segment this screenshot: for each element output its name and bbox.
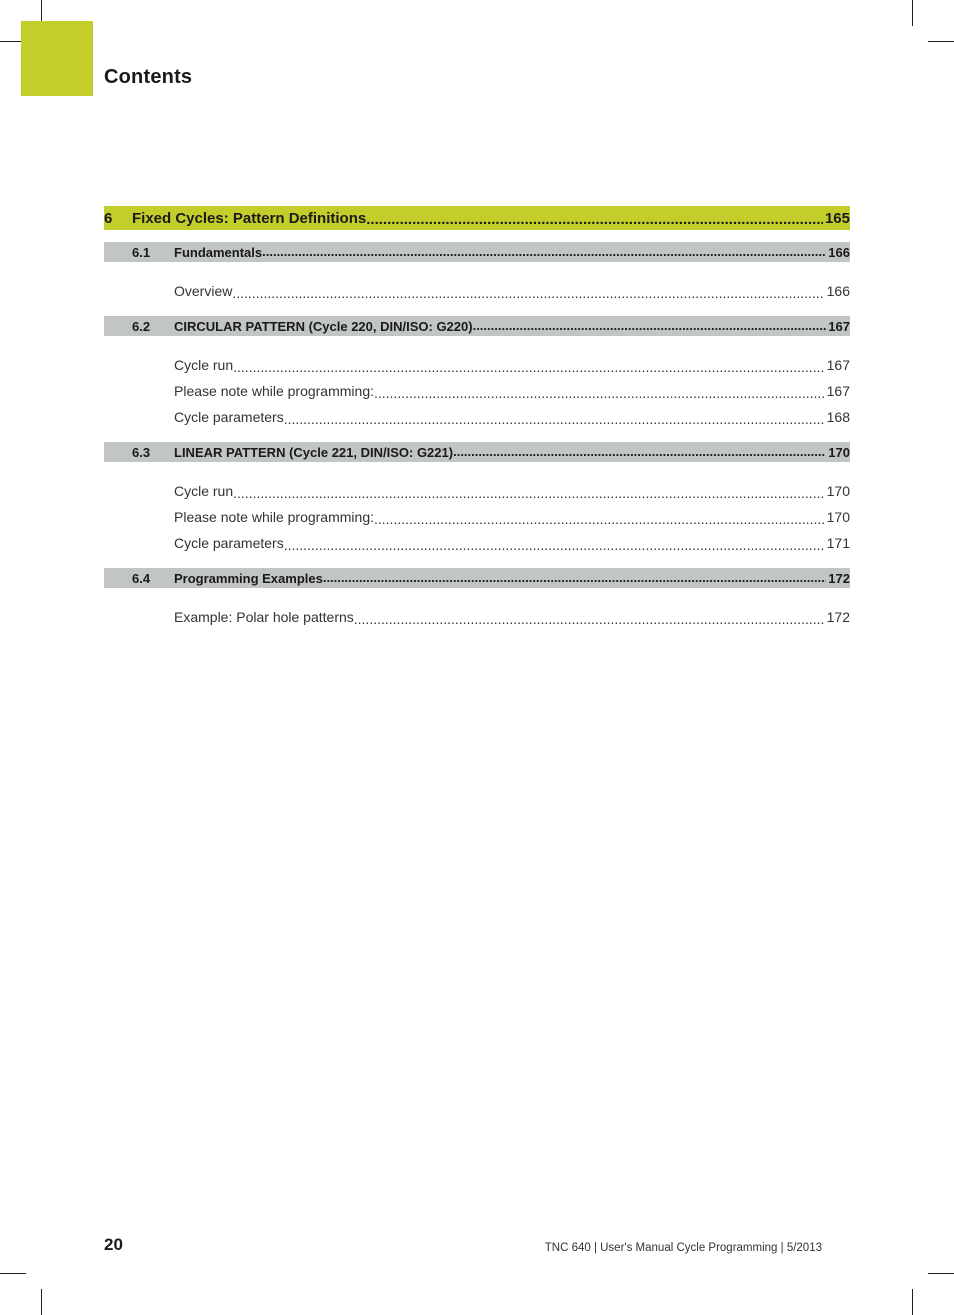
section-number: 6.4	[132, 570, 151, 586]
dot-leader	[366, 215, 823, 230]
toc-entry-row[interactable]	[104, 352, 850, 378]
entry-page: 172	[826, 609, 850, 625]
entry-page: 171	[826, 535, 850, 551]
entry-title: Please note while programming:	[174, 509, 374, 525]
dot-leader	[323, 573, 826, 588]
section-title: LINEAR PATTERN (Cycle 221, DIN/ISO: G221)	[174, 444, 454, 460]
chapter-page: 165	[824, 209, 850, 227]
section-title: CIRCULAR PATTERN (Cycle 220, DIN/ISO: G220)	[174, 318, 473, 334]
footer-text: TNC 640 | User's Manual Cycle Programming | 5/2013	[544, 1242, 822, 1254]
toc-entry-row[interactable]	[104, 478, 850, 504]
dot-leader	[232, 288, 824, 304]
section-number: 6.2	[132, 318, 151, 334]
toc-entry-row[interactable]	[104, 604, 850, 630]
toc-section-row[interactable]	[104, 242, 850, 262]
entry-title: Overview	[174, 283, 233, 299]
entry-title: Cycle parameters	[174, 409, 284, 425]
crop-mark	[41, 1289, 42, 1315]
section-number: 6.3	[132, 444, 151, 460]
dot-leader	[233, 362, 825, 378]
table-of-contents	[104, 206, 850, 630]
dot-leader	[374, 388, 825, 404]
dot-leader	[233, 488, 825, 504]
section-title: Fundamentals	[174, 244, 263, 260]
section-page: 166	[828, 244, 850, 260]
entry-page: 168	[826, 409, 850, 425]
section-title: Programming Examples	[174, 570, 323, 586]
chapter-title: Fixed Cycles: Pattern Definitions	[132, 209, 367, 227]
entry-title: Cycle parameters	[174, 535, 284, 551]
footer-page-number: 20	[104, 1235, 123, 1254]
dot-leader	[473, 321, 827, 336]
entry-page: 166	[826, 283, 850, 299]
entry-page: 167	[826, 383, 850, 399]
crop-mark	[912, 0, 913, 26]
toc-entry-row[interactable]	[104, 504, 850, 530]
entry-page: 170	[826, 483, 850, 499]
dot-leader	[262, 247, 826, 262]
entry-title: Cycle run	[174, 357, 234, 373]
toc-section-row[interactable]	[104, 316, 850, 336]
dot-leader	[374, 514, 825, 530]
toc-chapter-row[interactable]	[104, 206, 850, 230]
toc-entry-row[interactable]	[104, 378, 850, 404]
toc-section-row[interactable]	[104, 568, 850, 588]
crop-mark	[928, 1273, 954, 1274]
entry-page: 170	[826, 509, 850, 525]
page-title: Contents	[104, 66, 193, 88]
toc-entry-row[interactable]	[104, 404, 850, 430]
toc-section-row[interactable]	[104, 442, 850, 462]
dot-leader	[354, 614, 825, 630]
crop-mark	[0, 1273, 26, 1274]
chapter-number: 6	[104, 209, 113, 227]
dot-leader	[453, 447, 826, 462]
entry-title: Please note while programming:	[174, 383, 374, 399]
toc-entry-row[interactable]	[104, 530, 850, 556]
chapter-accent-block	[21, 21, 93, 96]
crop-mark	[928, 41, 954, 42]
dot-leader	[284, 414, 825, 430]
section-page: 172	[828, 570, 850, 586]
section-page: 170	[828, 444, 850, 460]
entry-title: Example: Polar hole patterns	[174, 609, 354, 625]
entry-title: Cycle run	[174, 483, 234, 499]
toc-entry-row[interactable]	[104, 278, 850, 304]
section-number: 6.1	[132, 244, 151, 260]
entry-page: 167	[826, 357, 850, 373]
crop-mark	[912, 1289, 913, 1315]
dot-leader	[284, 540, 825, 556]
section-page: 167	[828, 318, 850, 334]
